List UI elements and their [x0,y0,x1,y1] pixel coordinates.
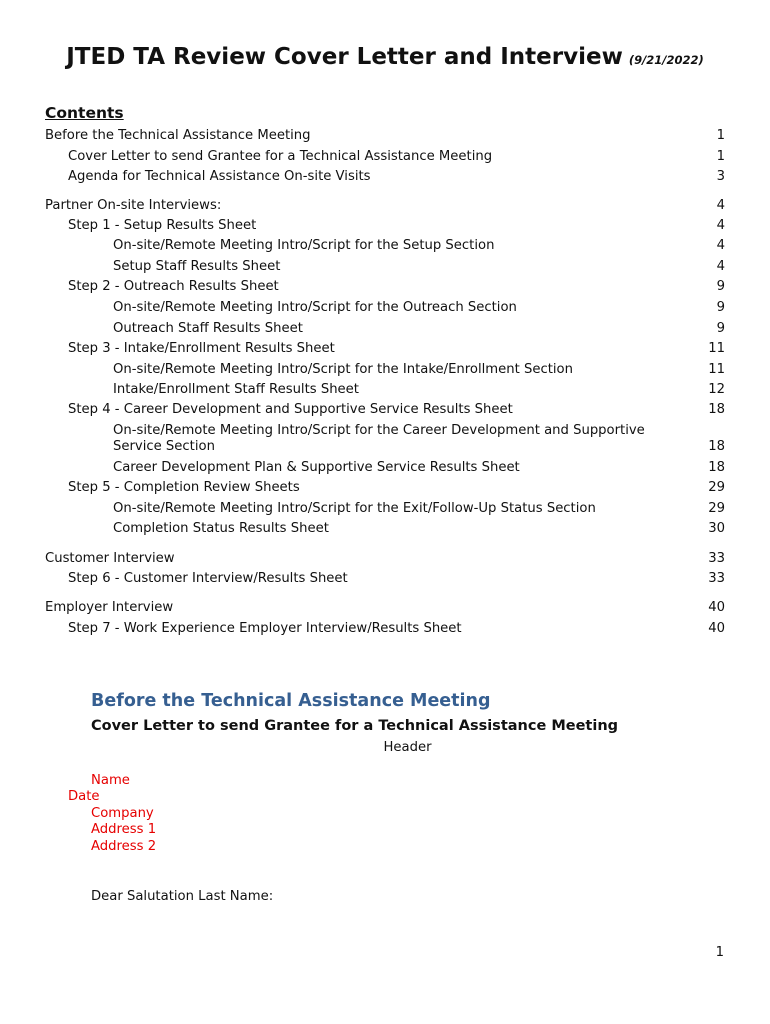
toc-page-number: 4 [716,198,725,213]
address-name: Name [91,773,130,788]
title-text: JTED TA Review Cover Letter and Interview [66,44,623,70]
toc-entry[interactable] [45,128,311,145]
toc-entry[interactable] [113,362,573,379]
toc-entry[interactable] [68,341,335,358]
toc-page-number: 9 [716,321,725,336]
toc-page-number: 4 [716,259,725,274]
toc-page-number: 9 [716,300,725,315]
toc-entry-text: Employer Interview [45,600,174,615]
toc-entry[interactable] [113,423,645,440]
toc-page-number: 33 [708,571,725,586]
toc-page-number: 40 [708,600,725,615]
address-line-1: Address 1 [91,822,157,837]
toc-page-number: 33 [708,551,725,566]
toc-page-number: 29 [708,480,725,495]
toc-entry-text: Step 6 - Customer Interview/Results Sheet [68,571,348,586]
toc-page-number: 12 [708,382,725,397]
toc-page-number: 29 [708,501,725,516]
toc-entry-text: Career Development Plan & Supportive Service Results Sheet [113,460,520,475]
toc-entry[interactable] [68,402,513,419]
toc-page-number: 18 [708,439,725,454]
toc-entry-text: Service Section [113,439,215,454]
toc-entry-text: Before the Technical Assistance Meeting [45,128,311,143]
toc-entry-text: Partner On-site Interviews: [45,198,222,213]
toc-page-number: 1 [716,128,725,143]
toc-entry-text: Agenda for Technical Assistance On-site Visits [68,169,371,184]
toc-entry[interactable] [113,321,303,338]
toc-entry-continued[interactable] [113,439,215,456]
toc-entry-text: Completion Status Results Sheet [113,521,329,536]
section-subheading: Cover Letter to send Grantee for a Technical Assistance Meeting [91,718,619,734]
toc-entry-text: Step 3 - Intake/Enrollment Results Sheet [68,341,335,356]
toc-page-number: 11 [708,362,725,377]
toc-entry-text: Step 7 - Work Experience Employer Interview/Results Sheet [68,621,462,636]
toc-entry-text: On-site/Remote Meeting Intro/Script for the Exit/Follow-Up Status Section [113,501,596,516]
toc-entry-text: Step 4 - Career Development and Supportive Service Results Sheet [68,402,513,417]
toc-entry[interactable] [45,551,175,568]
toc-page-number: 3 [716,169,725,184]
section-heading: Before the Technical Assistance Meeting [91,691,491,711]
toc-entry[interactable] [113,521,329,538]
toc-page-number: 9 [716,279,725,294]
toc-entry[interactable] [68,480,300,497]
toc-entry[interactable] [68,169,371,186]
toc-entry-text: Cover Letter to send Grantee for a Technical Assistance Meeting [68,149,493,164]
toc-entry-text: On-site/Remote Meeting Intro/Script for the Outreach Section [113,300,517,315]
toc-entry-text: Intake/Enrollment Staff Results Sheet [113,382,359,397]
toc-entry[interactable] [113,238,494,255]
toc-entry-text: Step 1 - Setup Results Sheet [68,218,257,233]
toc-entry[interactable] [45,198,221,215]
salutation: Dear Salutation Last Name: [91,889,274,904]
toc-entry[interactable] [45,600,173,617]
toc-entry[interactable] [68,621,462,638]
toc-entry[interactable] [113,501,596,518]
header-label: Header [383,740,432,755]
address-company: Company [91,806,154,821]
toc-entry-text: Customer Interview [45,551,175,566]
toc-entry[interactable] [113,460,520,477]
address-date: Date [68,789,100,804]
toc-page-number: 1 [716,149,725,164]
toc-entry-text: Setup Staff Results Sheet [113,259,281,274]
page-number: 1 [715,945,724,960]
toc-entry-text: On-site/Remote Meeting Intro/Script for the Intake/Enrollment Section [113,362,573,377]
toc-page-number: 30 [708,521,725,536]
toc-page-number: 40 [708,621,725,636]
toc-page-number: 4 [716,238,725,253]
toc-entry[interactable] [68,571,348,588]
toc-entry[interactable] [68,218,256,235]
toc-entry-text: Step 2 - Outreach Results Sheet [68,279,279,294]
toc-entry[interactable] [113,259,280,276]
contents-heading: Contents [45,104,124,122]
toc-entry-text: On-site/Remote Meeting Intro/Script for the Career Development and Supportive [113,423,645,438]
toc-page-number: 18 [708,402,725,417]
address-line-2: Address 2 [91,839,157,854]
toc-entry-text: Outreach Staff Results Sheet [113,321,303,336]
toc-entry-text: Step 5 - Completion Review Sheets [68,480,300,495]
toc-entry[interactable] [113,300,517,317]
toc-entry-text: On-site/Remote Meeting Intro/Script for the Setup Section [113,238,495,253]
toc-page-number: 18 [708,460,725,475]
toc-entry[interactable] [68,279,279,296]
title-date: (9/21/2022) [628,53,704,67]
document-title [0,44,770,70]
toc-page-number: 4 [716,218,725,233]
toc-entry[interactable] [113,382,359,399]
toc-page-number: 11 [708,341,725,356]
toc-entry[interactable] [68,149,492,166]
